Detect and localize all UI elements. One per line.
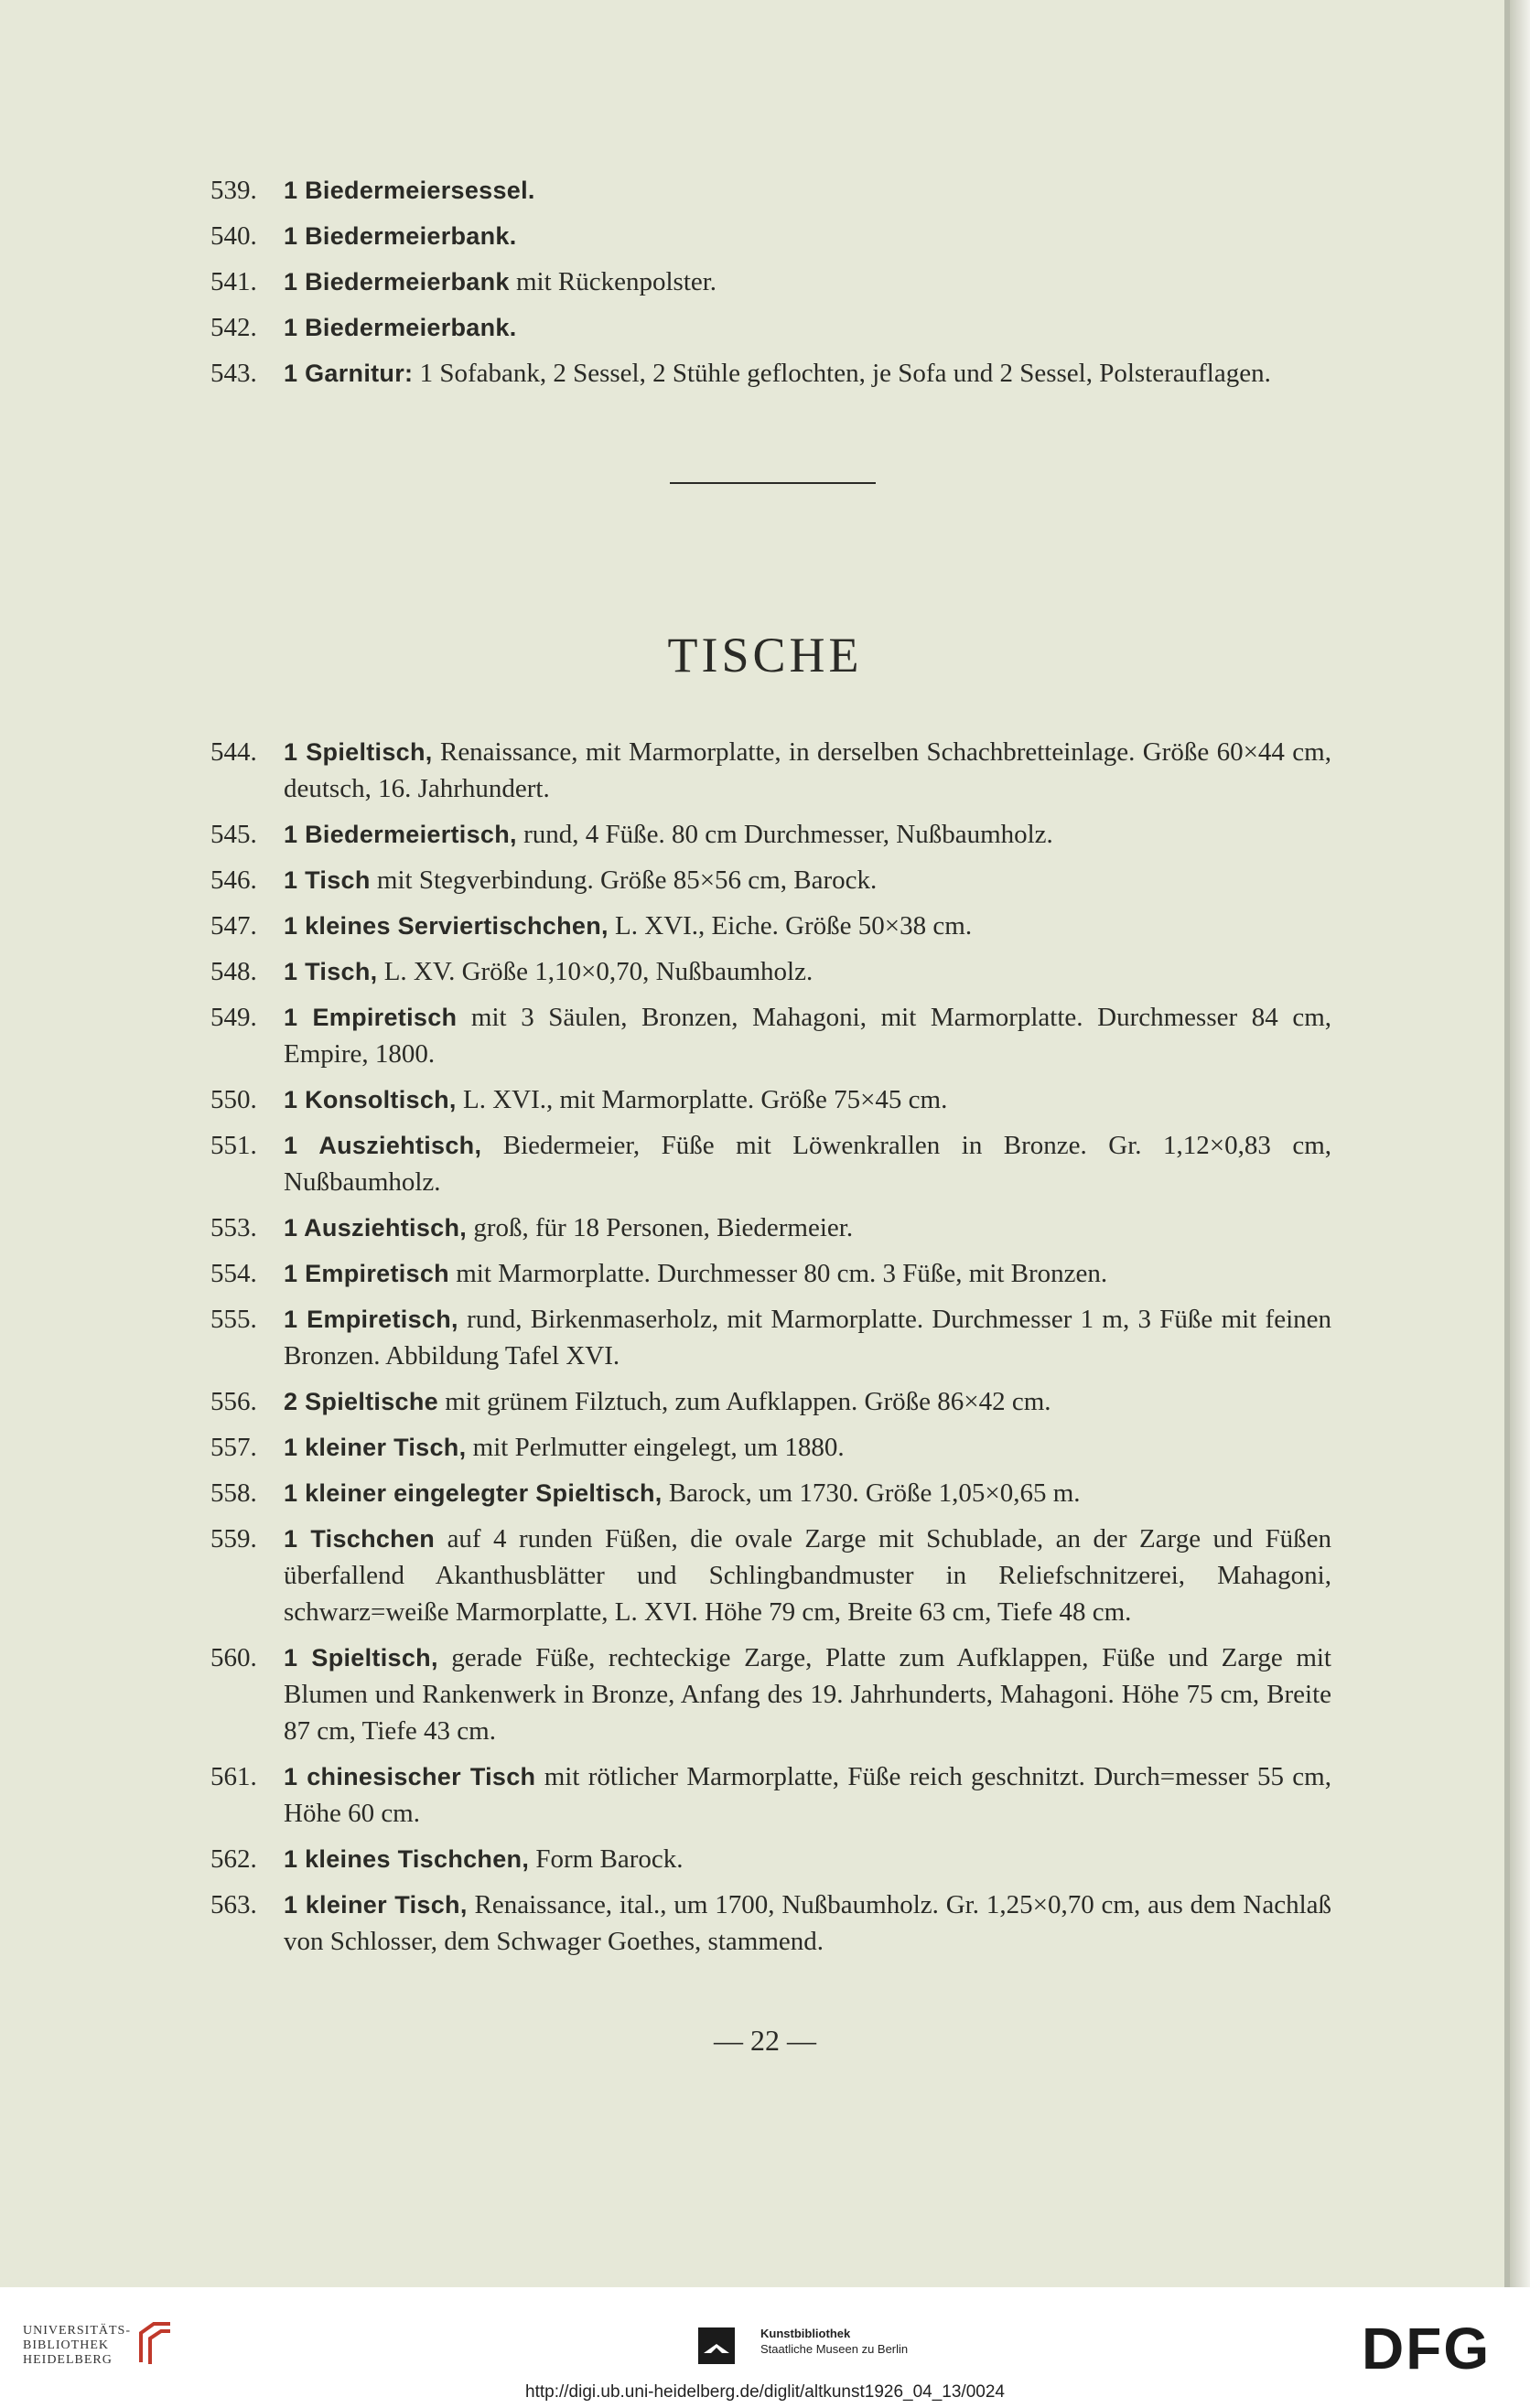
catalog-entry <box>210 1209 1331 1246</box>
lot-heading: 1 Garnitur: <box>284 360 414 387</box>
lot-description: mit Rückenpolster. <box>509 267 717 296</box>
lot-description: gerade Füße, rechteckige Zarge, Platte zum Aufklappen, Füße und Zarge mit Blumen und Rankenwerk in Bronze, Anfang des 19. Jahrhunderts, Mahagoni. Höhe 75 cm, Breite 87 cm, Tiefe 43 cm. <box>284 1643 1331 1746</box>
lot-number: 554. <box>210 1259 257 1288</box>
lot-description: rund, Birkenmaserholz, mit Marmorplatte. Durchmesser 1 m, 3 Füße mit feinen Bronzen. Abbildung Tafel XVI. <box>284 1305 1331 1371</box>
catalog-entry <box>210 1301 1331 1374</box>
catalog-entry <box>210 1521 1331 1630</box>
ub-logo-line: HEIDELBERG <box>23 2353 113 2367</box>
lot-description: Biedermeier, Füße mit Löwenkrallen in Bronze. Gr. 1,12×0,83 cm, Nußbaumholz. <box>284 1131 1331 1197</box>
lot-description: Barock, um 1730. Größe 1,05×0,65 m. <box>662 1478 1081 1508</box>
lot-number: 559. <box>210 1524 257 1553</box>
page-edge <box>1510 0 1530 2287</box>
lot-description: mit Stegverbindung. Größe 85×56 cm, Barock. <box>370 865 878 895</box>
catalog-entry <box>210 1758 1331 1832</box>
catalog-entry <box>210 1887 1331 1960</box>
lot-heading: 2 Spieltische <box>284 1388 438 1415</box>
lot-heading: 1 Ausziehtisch, <box>284 1214 468 1242</box>
viewer-footer <box>0 2287 1530 2408</box>
page-number: — 22 — <box>714 2024 816 2057</box>
lot-number: 546. <box>210 865 257 895</box>
lot-number: 553. <box>210 1213 257 1242</box>
lot-description: Renaissance, mit Marmorplatte, in derselben Schachbretteinlage. Größe 60×44 cm, deutsch, 16. Jahrhundert. <box>284 737 1331 803</box>
lot-number: 545. <box>210 820 257 849</box>
lot-number: 560. <box>210 1643 257 1672</box>
lot-number: 539. <box>210 176 257 205</box>
catalog-entry <box>210 263 1331 300</box>
lot-number: 563. <box>210 1890 257 1919</box>
catalog-entry <box>210 1081 1331 1118</box>
catalog-entry <box>210 862 1331 898</box>
lot-heading: 1 Biedermeiersessel. <box>284 177 535 204</box>
catalog-entry <box>210 1383 1331 1420</box>
kunstbibliothek-mark-icon <box>698 2327 735 2364</box>
lot-heading: 1 Biedermeiertisch, <box>284 821 517 848</box>
lot-heading: 1 Empiretisch <box>284 1004 458 1031</box>
catalog-entry <box>210 1841 1331 1877</box>
catalog-entry <box>210 908 1331 944</box>
lot-heading: 1 Konsoltisch, <box>284 1086 457 1113</box>
lot-number: 544. <box>210 737 257 767</box>
catalog-entry <box>210 1429 1331 1466</box>
lot-description: Renaissance, ital., um 1700, Nußbaumholz. Gr. 1,25×0,70 cm, aus dem Nachlaß von Schlosser, dem Schwager Goethes, stammend. <box>284 1890 1332 1956</box>
lot-heading: 1 Tischchen <box>284 1525 436 1553</box>
catalog-list-seating <box>210 172 1331 401</box>
lot-heading: 1 Ausziehtisch, <box>284 1132 482 1159</box>
lot-description: mit Perlmutter eingelegt, um 1880. <box>466 1433 845 1462</box>
catalog-entry <box>210 309 1331 346</box>
lot-description: L. XV. Größe 1,10×0,70, Nußbaumholz. <box>377 957 813 986</box>
catalog-list-tables <box>210 734 1331 1969</box>
catalog-entry <box>210 1639 1331 1749</box>
kb-subtitle: Staatliche Museen zu Berlin <box>760 2342 909 2356</box>
lot-heading: 1 Empiretisch <box>284 1260 449 1287</box>
ub-logo-line: UNIVERSITÄTS- <box>23 2324 131 2338</box>
lot-number: 551. <box>210 1131 257 1160</box>
lot-description: rund, 4 Füße. 80 cm Durchmesser, Nußbaumholz. <box>516 820 1053 849</box>
catalog-entry <box>210 1475 1331 1511</box>
section-title: TISCHE <box>667 628 863 683</box>
lot-description: mit 3 Säulen, Bronzen, Mahagoni, mit Marmorplatte. Durchmesser 84 cm, Empire, 1800. <box>284 1003 1332 1069</box>
lot-number: 542. <box>210 313 257 342</box>
lot-heading: 1 Tisch, <box>284 958 378 985</box>
lot-description: 1 Sofabank, 2 Sessel, 2 Stühle geflochten, je Sofa und 2 Sessel, Polsterauflagen. <box>413 359 1271 388</box>
ub-logo-line: BIBLIOTHEK <box>23 2338 109 2352</box>
lot-number: 540. <box>210 221 257 251</box>
catalog-entry <box>210 1255 1331 1292</box>
lot-number: 549. <box>210 1003 257 1032</box>
lot-heading: 1 Tisch <box>284 866 371 894</box>
lot-number: 558. <box>210 1478 257 1508</box>
lot-description: auf 4 runden Füßen, die ovale Zarge mit Schublade, an der Zarge und Füßen überfallend Akanthusblätter und Schlingbandmuster in Reliefschnitzerei, Mahagoni, schwarz=weiße Marmorplatte, L. XVI. Höhe 79 cm, Breite 63 cm, Tiefe 48 cm. <box>284 1524 1331 1627</box>
lot-description: mit grünem Filztuch, zum Aufklappen. Größe 86×42 cm. <box>437 1387 1051 1416</box>
catalog-entry <box>210 218 1331 254</box>
lot-heading: 1 kleines Serviertischchen, <box>284 912 609 940</box>
lot-description: mit rötlicher Marmorplatte, Füße reich geschnitzt. Durch=messer 55 cm, Höhe 60 cm. <box>284 1762 1331 1828</box>
catalog-entry <box>210 1127 1331 1200</box>
lot-number: 555. <box>210 1305 257 1334</box>
lot-heading: 1 Spieltisch, <box>284 738 433 766</box>
lot-number: 547. <box>210 911 257 941</box>
lot-heading: 1 kleiner Tisch, <box>284 1434 467 1461</box>
lot-number: 561. <box>210 1762 257 1791</box>
lot-heading: 1 chinesischer Tisch <box>284 1763 536 1790</box>
lot-description: mit Marmorplatte. Durchmesser 80 cm. 3 Füße, mit Bronzen. <box>448 1259 1108 1288</box>
lot-heading: 1 Empiretisch, <box>284 1306 458 1333</box>
lot-description: groß, für 18 Personen, Biedermeier. <box>467 1213 854 1242</box>
catalog-entry <box>210 172 1331 209</box>
lot-heading: 1 kleiner eingelegter Spieltisch, <box>284 1479 663 1507</box>
dfg-logo[interactable]: DFG <box>1362 2316 1492 2381</box>
catalog-entry <box>210 355 1331 392</box>
lot-heading: 1 Biedermeierbank. <box>284 222 517 250</box>
permalink-url[interactable]: http://digi.ub.uni-heidelberg.de/diglit/altkunst1926_04_13/0024 <box>525 2382 1005 2402</box>
catalog-entry <box>210 734 1331 807</box>
lot-heading: 1 Biedermeierbank. <box>284 314 517 341</box>
kb-title: Kunstbibliothek <box>760 2327 851 2340</box>
lot-description: L. XVI., Eiche. Größe 50×38 cm. <box>608 911 973 941</box>
lot-number: 548. <box>210 957 257 986</box>
lot-number: 543. <box>210 359 257 388</box>
lot-number: 562. <box>210 1844 257 1874</box>
lot-description: Form Barock. <box>529 1844 684 1874</box>
catalog-entry <box>210 816 1331 853</box>
lot-number: 541. <box>210 267 257 296</box>
lot-number: 556. <box>210 1387 257 1416</box>
lot-heading: 1 kleines Tischchen, <box>284 1845 530 1873</box>
section-divider <box>670 482 876 484</box>
lot-heading: 1 Spieltisch, <box>284 1644 438 1672</box>
lot-description: L. XVI., mit Marmorplatte. Größe 75×45 cm. <box>456 1085 948 1114</box>
ub-heidelberg-logo[interactable] <box>23 2324 131 2368</box>
lot-number: 557. <box>210 1433 257 1462</box>
catalog-entry <box>210 953 1331 990</box>
lot-number: 550. <box>210 1085 257 1114</box>
catalog-entry <box>210 999 1331 1072</box>
lot-heading: 1 Biedermeierbank <box>284 268 510 296</box>
lot-heading: 1 kleiner Tisch, <box>284 1891 468 1919</box>
ub-heidelberg-mark-icon <box>137 2320 174 2368</box>
